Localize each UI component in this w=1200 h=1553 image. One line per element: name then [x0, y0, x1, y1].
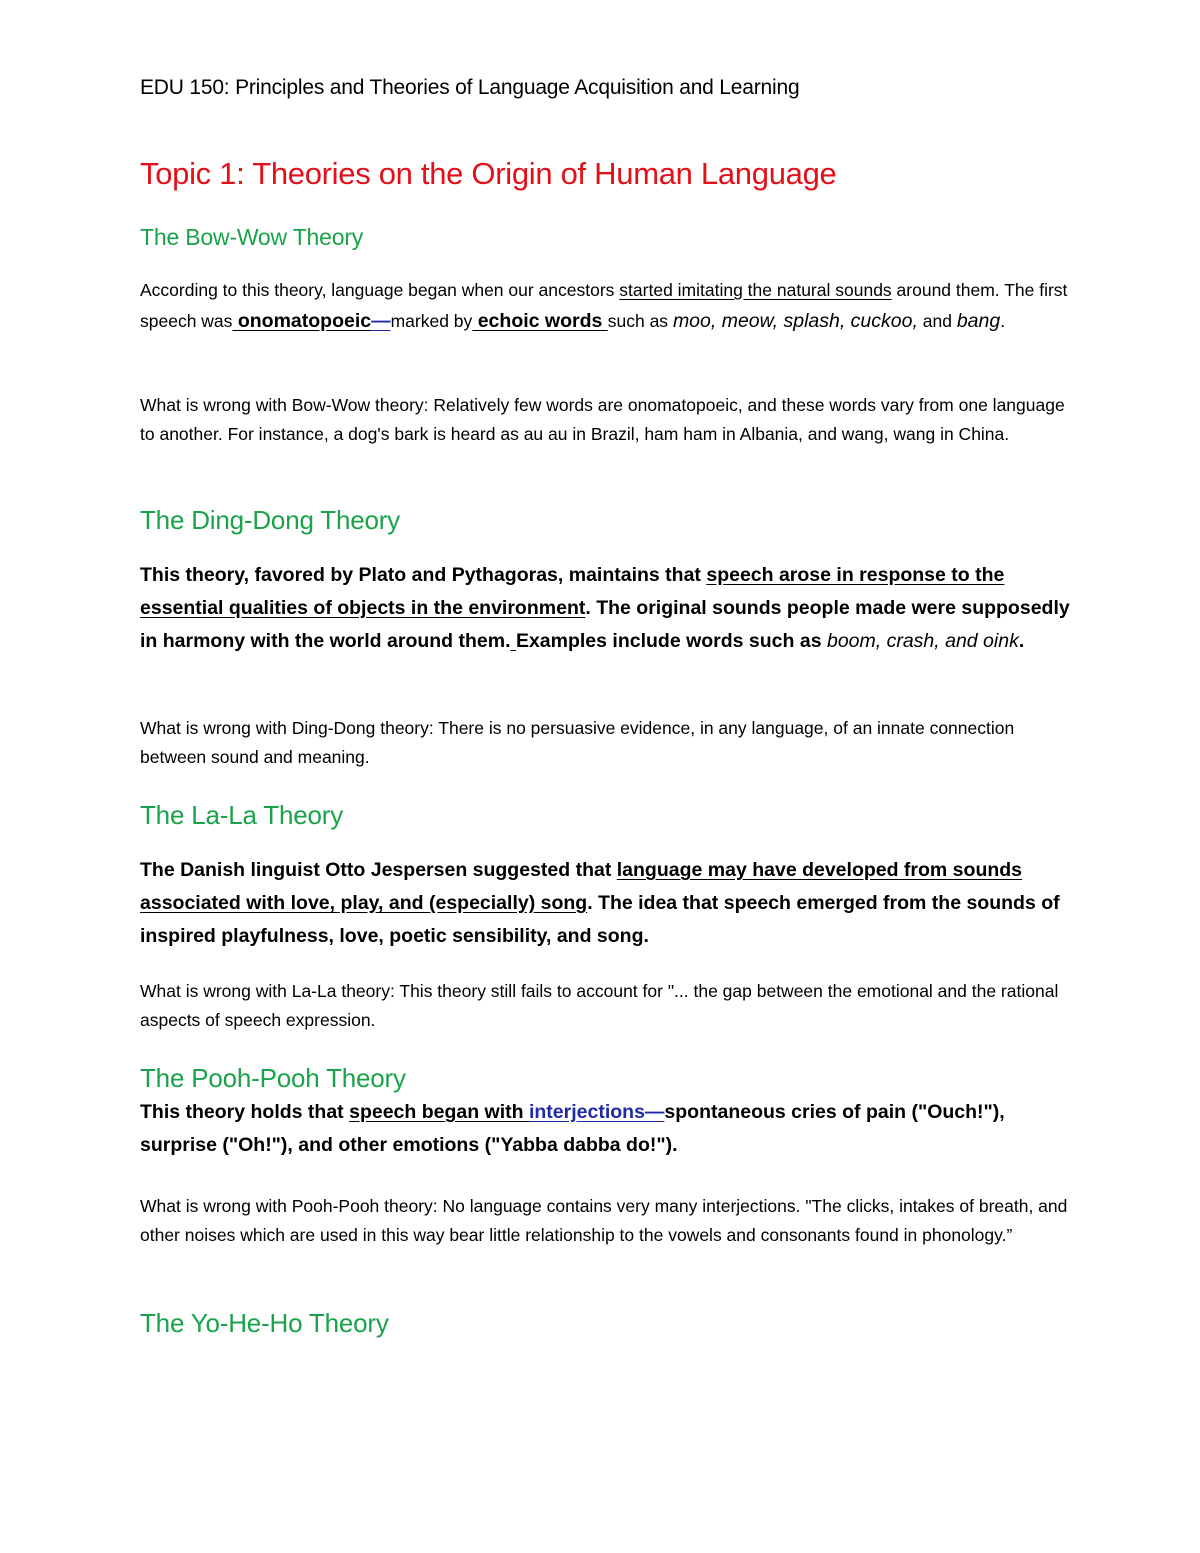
heading-ding-dong: The Ding-Dong Theory: [140, 505, 400, 535]
body-text: This theory holds that: [140, 1101, 350, 1123]
bow-wow-critique: What is wrong with Bow-Wow theory: Relatively few words are onomatopoeic, and these words vary from one language to another. For instance, a dog's bark is heard as au au in Brazil, ham ham in Albania, and wang, wang in China.: [140, 395, 1065, 444]
body-text: Examples include words such as: [515, 630, 827, 652]
body-text: such as: [607, 311, 673, 331]
underlined-phrase: speech arose in response to the essential qualities of objects in the environment: [140, 564, 1005, 619]
body-text: This theory, favored by Plato and Pythagoras, maintains that: [140, 564, 707, 586]
term-interjections: interjections: [528, 1101, 645, 1123]
underlined-phrase: speech began with: [349, 1101, 529, 1123]
body-text: and: [917, 311, 957, 331]
heading-yo-he-ho: The Yo-He-Ho Theory: [140, 1308, 389, 1338]
term-echoic-words: echoic words: [472, 310, 608, 332]
la-la-body: [140, 854, 1070, 953]
ding-dong-body: [140, 559, 1070, 658]
body-text: .: [1018, 630, 1025, 652]
underlined-phrase: started imitating the natural sounds: [619, 280, 892, 300]
course-title: EDU 150: Principles and Theories of Language Acquisition and Learning: [140, 76, 800, 99]
heading-la-la: The La-La Theory: [140, 800, 343, 830]
body-text: marked by: [390, 311, 473, 331]
term-onomatopoeic: onomatopoeic: [232, 310, 372, 332]
em-dash: —: [371, 310, 391, 332]
body-text: around them. The first speech was: [140, 280, 1068, 331]
body-text: spontaneous cries of pain ("Ouch!"), surprise ("Oh!"), and other emotions ("Yabba dabba do!").: [140, 1101, 1005, 1156]
example-word-bang: bang: [956, 310, 1001, 332]
body-text: . The original sounds people made were supposedly in harmony with the world around them.: [140, 597, 1070, 652]
example-words: moo, meow, splash, cuckoo,: [672, 310, 918, 332]
underlined-phrase: language may have developed from sounds associated with love, play, and (especially) song: [140, 859, 1023, 914]
body-text: .: [1000, 311, 1006, 331]
example-words: boom, crash, and oink: [826, 630, 1019, 652]
bow-wow-body: [140, 275, 1070, 337]
pooh-pooh-critique: What is wrong with Pooh-Pooh theory: No language contains very many interjections. "The clicks, intakes of breath, and other noises which are used in this way bear little relationship to the vowels and consonants found in phonology.”: [140, 1196, 1068, 1245]
heading-bow-wow: The Bow-Wow Theory: [140, 224, 364, 250]
topic-title: Topic 1: Theories on the Origin of Human Language: [140, 156, 837, 191]
body-text: . The idea that speech emerged from the sounds of inspired playfulness, love, poetic sensibility, and song.: [140, 892, 1060, 947]
body-text: According to this theory, language began when our ancestors: [140, 280, 620, 300]
body-text: The Danish linguist Otto Jespersen suggested that: [140, 859, 617, 881]
heading-pooh-pooh: The Pooh-Pooh Theory: [140, 1063, 406, 1093]
la-la-critique: What is wrong with La-La theory: This theory still fails to account for "... the gap between the emotional and the rational aspects of speech expression.: [140, 981, 1059, 1030]
em-dash: —: [644, 1101, 665, 1123]
ding-dong-critique: What is wrong with Ding-Dong theory: There is no persuasive evidence, in any language, of an innate connection between sound and meaning.: [140, 718, 1015, 767]
pooh-pooh-body: [140, 1096, 1070, 1162]
